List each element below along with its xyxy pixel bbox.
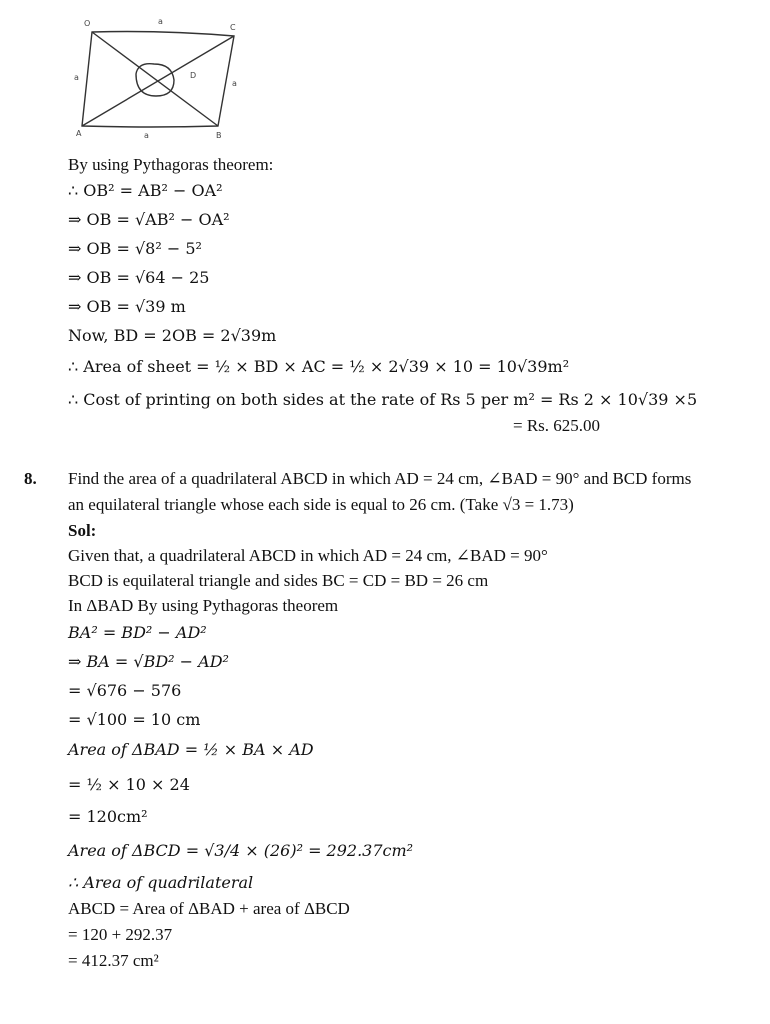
diagonal-bd xyxy=(92,32,218,126)
rectangle-diagram xyxy=(72,14,252,144)
label-b: B xyxy=(216,131,222,140)
label-bottom-side: a xyxy=(144,131,149,140)
question-number: 8. xyxy=(24,469,37,488)
step-ob-root: ⇒ OB = √AB² − OA² xyxy=(68,210,230,229)
step-ob-result: ⇒ OB = √39 m xyxy=(68,297,186,316)
diagonal-ac xyxy=(82,36,234,126)
label-d: D xyxy=(190,71,197,80)
given-line3: In ΔBAD By using Pythagoras theorem xyxy=(68,596,339,615)
label-o: O xyxy=(84,19,91,28)
step-area-bcd: Area of ΔBCD = √3/4 × (26)² = 292.37cm² xyxy=(68,841,414,860)
step-area-sheet: ∴ Area of sheet = ½ × BD × AC = ½ × 2√39 × 10 = 10√39m² xyxy=(68,357,570,376)
label-c: C xyxy=(230,23,236,32)
step-area-bad: Area of ΔBAD = ½ × BA × AD xyxy=(68,740,314,759)
step-ob-subtract: ⇒ OB = √64 − 25 xyxy=(68,268,210,287)
label-left-side: a xyxy=(74,73,79,82)
result-line1: ABCD = Area of ΔBAD + area of ΔBCD xyxy=(68,899,350,918)
solution-label: Sol: xyxy=(68,521,97,540)
given-line1: Given that, a quadrilateral ABCD in which AD = 24 cm, ∠BAD = 90° xyxy=(68,546,548,565)
label-right-side: a xyxy=(232,79,237,88)
step-area-bad-result: = 120cm² xyxy=(68,807,148,826)
question-text-line1: Find the area of a quadrilateral ABCD in which AD = 24 cm, ∠BAD = 90° and BCD forms xyxy=(68,469,692,488)
step-ba-values: = √676 − 576 xyxy=(68,681,182,700)
pythagoras-intro: By using Pythagoras theorem: xyxy=(68,155,274,174)
given-line2: BCD is equilateral triangle and sides BC = CD = BD = 26 cm xyxy=(68,571,489,590)
step-ba-result: = √100 = 10 cm xyxy=(68,710,201,729)
cost-result: = Rs. 625.00 xyxy=(513,416,601,435)
step-cost: ∴ Cost of printing on both sides at the rate of Rs 5 per m² = Rs 2 × 10√39 ×5 xyxy=(68,390,698,409)
result-line2: = 120 + 292.37 xyxy=(68,925,173,944)
step-ba-squared: BA² = BD² − AD² xyxy=(68,623,207,642)
step-ob-squared: ∴ OB² = AB² − OA² xyxy=(68,181,223,200)
step-area-quadrilateral: ∴ Area of quadrilateral xyxy=(68,873,254,892)
step-ob-values: ⇒ OB = √8² − 5² xyxy=(68,239,202,258)
step-area-bad-values: = ½ × 10 × 24 xyxy=(68,775,190,794)
question-text-line2: an equilateral triangle whose each side is equal to 26 cm. (Take √3 = 1.73) xyxy=(68,495,574,514)
label-a: A xyxy=(76,129,82,138)
step-bd: Now, BD = 2OB = 2√39m xyxy=(68,326,277,345)
result-line3: = 412.37 cm² xyxy=(68,951,159,970)
step-ba-root: ⇒ BA = √BD² − AD² xyxy=(68,652,229,671)
label-top-side: a xyxy=(158,17,163,26)
